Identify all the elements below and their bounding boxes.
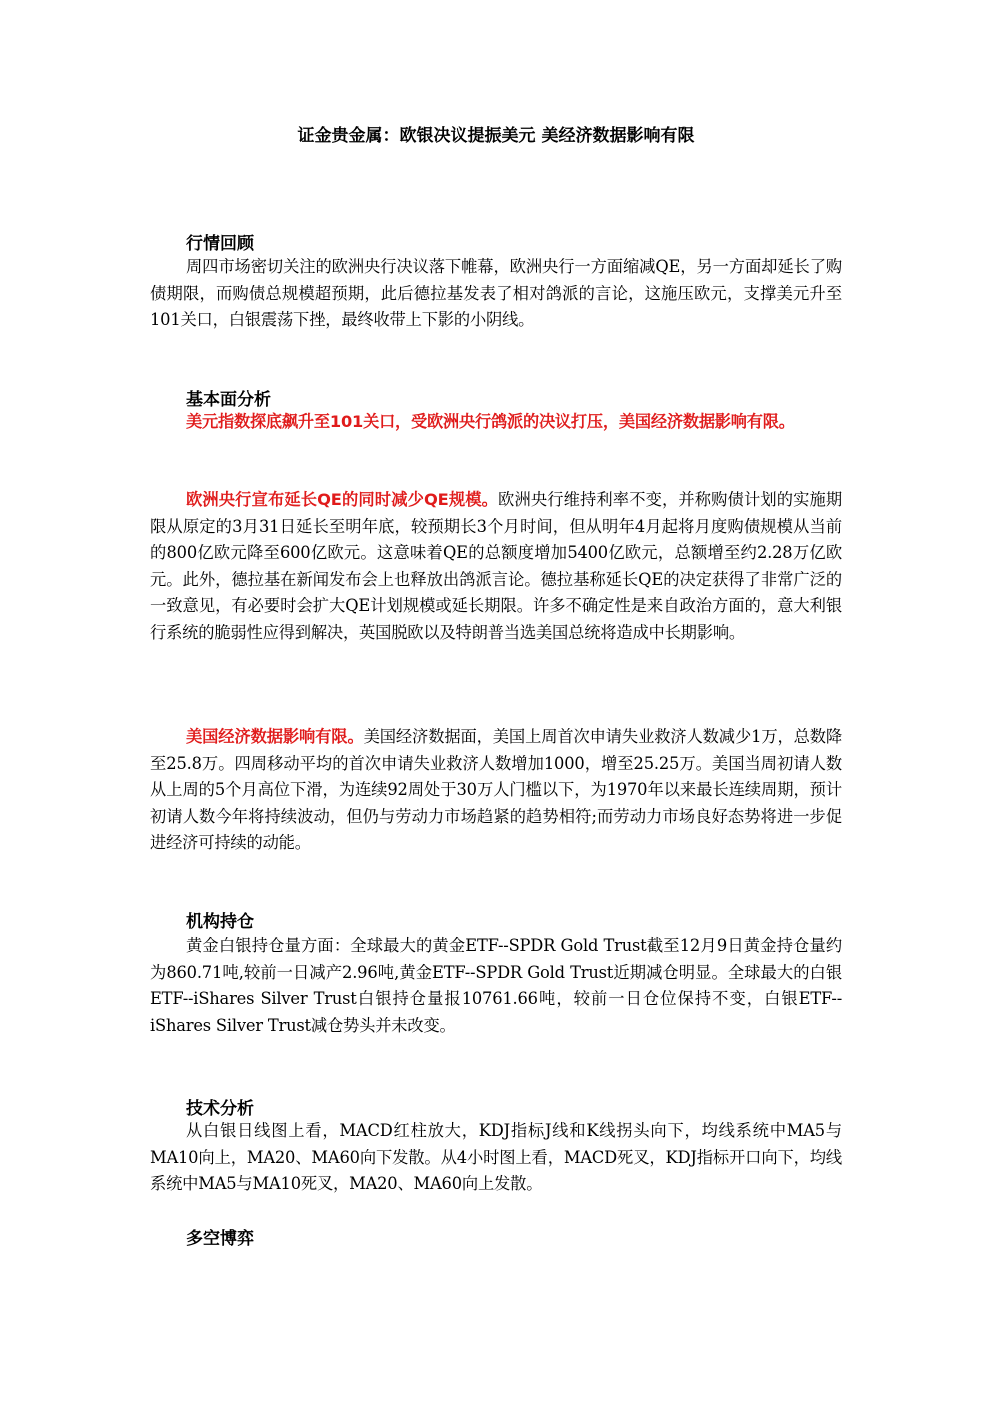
technical-paragraph: 从白银日线图上看，MACD红柱放大，KDJ指标J线和K线拐头向下，均线系统中MA5与MA10向上，MA20、MA60向下发散。从4小时图上看，MACD死叉，KDJ指标开口向下，均线系统中MA5与MA10死叉，MA20、MA60向上发散。 [150, 1121, 842, 1194]
heading-positions: 机构持仓 [186, 912, 254, 932]
market-review-paragraph: 周四市场密切关注的欧洲央行决议落下帷幕，欧洲央行一方面缩减QE，另一方面却延长了购债期限，而购债总规模超预期，此后德拉基发表了相对鸽派的言论，这施压欧元，支撑美元升至101关口，白银震荡下挫，最终收带上下影的小阴线。 [150, 257, 842, 330]
heading-technical: 技术分析 [186, 1099, 254, 1119]
ecb-paragraph [150, 487, 842, 647]
us-data-text: 美国经济数据面，美国上周首次申请失业救济人数减少1万，总数降至25.8万。四周移动平均的首次申请失业救济人数增加1000，增至25.25万。美国当周初请人数从上周的5个月高位下滑，为连续92周处于30万人门槛以下，为1970年以来最长连续周期，预计初请人数今年将持续波动，但仍与劳动力市场趋紧的趋势相符;而劳动力市场良好态势将进一步促进经济可持续的动能。 [150, 727, 842, 853]
positions-paragraph: 黄金白银持仓量方面：全球最大的黄金ETF--SPDR Gold Trust截至12月9日黄金持仓量约为860.71吨,较前一日减产2.96吨,黄金ETF--SPDR Gold Trust近期减仓明显。全球最大的白银ETF--iShares Silver Trust白银持仓量报10761.66吨，较前一日仓位保持不变，白银ETF--iShares Silver Trust减仓势头并未改变。 [150, 936, 842, 1035]
heading-long-short: 多空博弈 [186, 1229, 254, 1249]
heading-fundamentals: 基本面分析 [186, 390, 271, 410]
heading-market-review: 行情回顾 [186, 234, 254, 254]
ecb-lead: 欧洲央行宣布延长QE的同时减少QE规模。 [186, 490, 499, 509]
document-title: 证金贵金属：欧银决议提振美元 美经济数据影响有限 [297, 126, 695, 146]
us-data-lead: 美国经济数据影响有限。 [186, 727, 364, 746]
fundamentals-summary: 美元指数探底飙升至101关口，受欧洲央行鸽派的决议打压，美国经济数据影响有限。 [186, 412, 795, 431]
ecb-text: 欧洲央行维持利率不变，并称购债计划的实施期限从原定的3月31日延长至明年底，较预期长3个月时间，但从明年4月起将月度购债规模从当前的800亿欧元降至600亿欧元。这意味着QE的总额度增加5400亿欧元，总额增至约2.28万亿欧元。此外，德拉基在新闻发布会上也释放出鸽派言论。德拉基称延长QE的决定获得了非常广泛的一致意见，有必要时会扩大QE计划规模或延长期限。许多不确定性是来自政治方面的，意大利银行系统的脆弱性应得到解决，英国脱欧以及特朗普当选美国总统将造成中长期影响。 [150, 490, 842, 642]
us-data-paragraph [150, 724, 842, 857]
